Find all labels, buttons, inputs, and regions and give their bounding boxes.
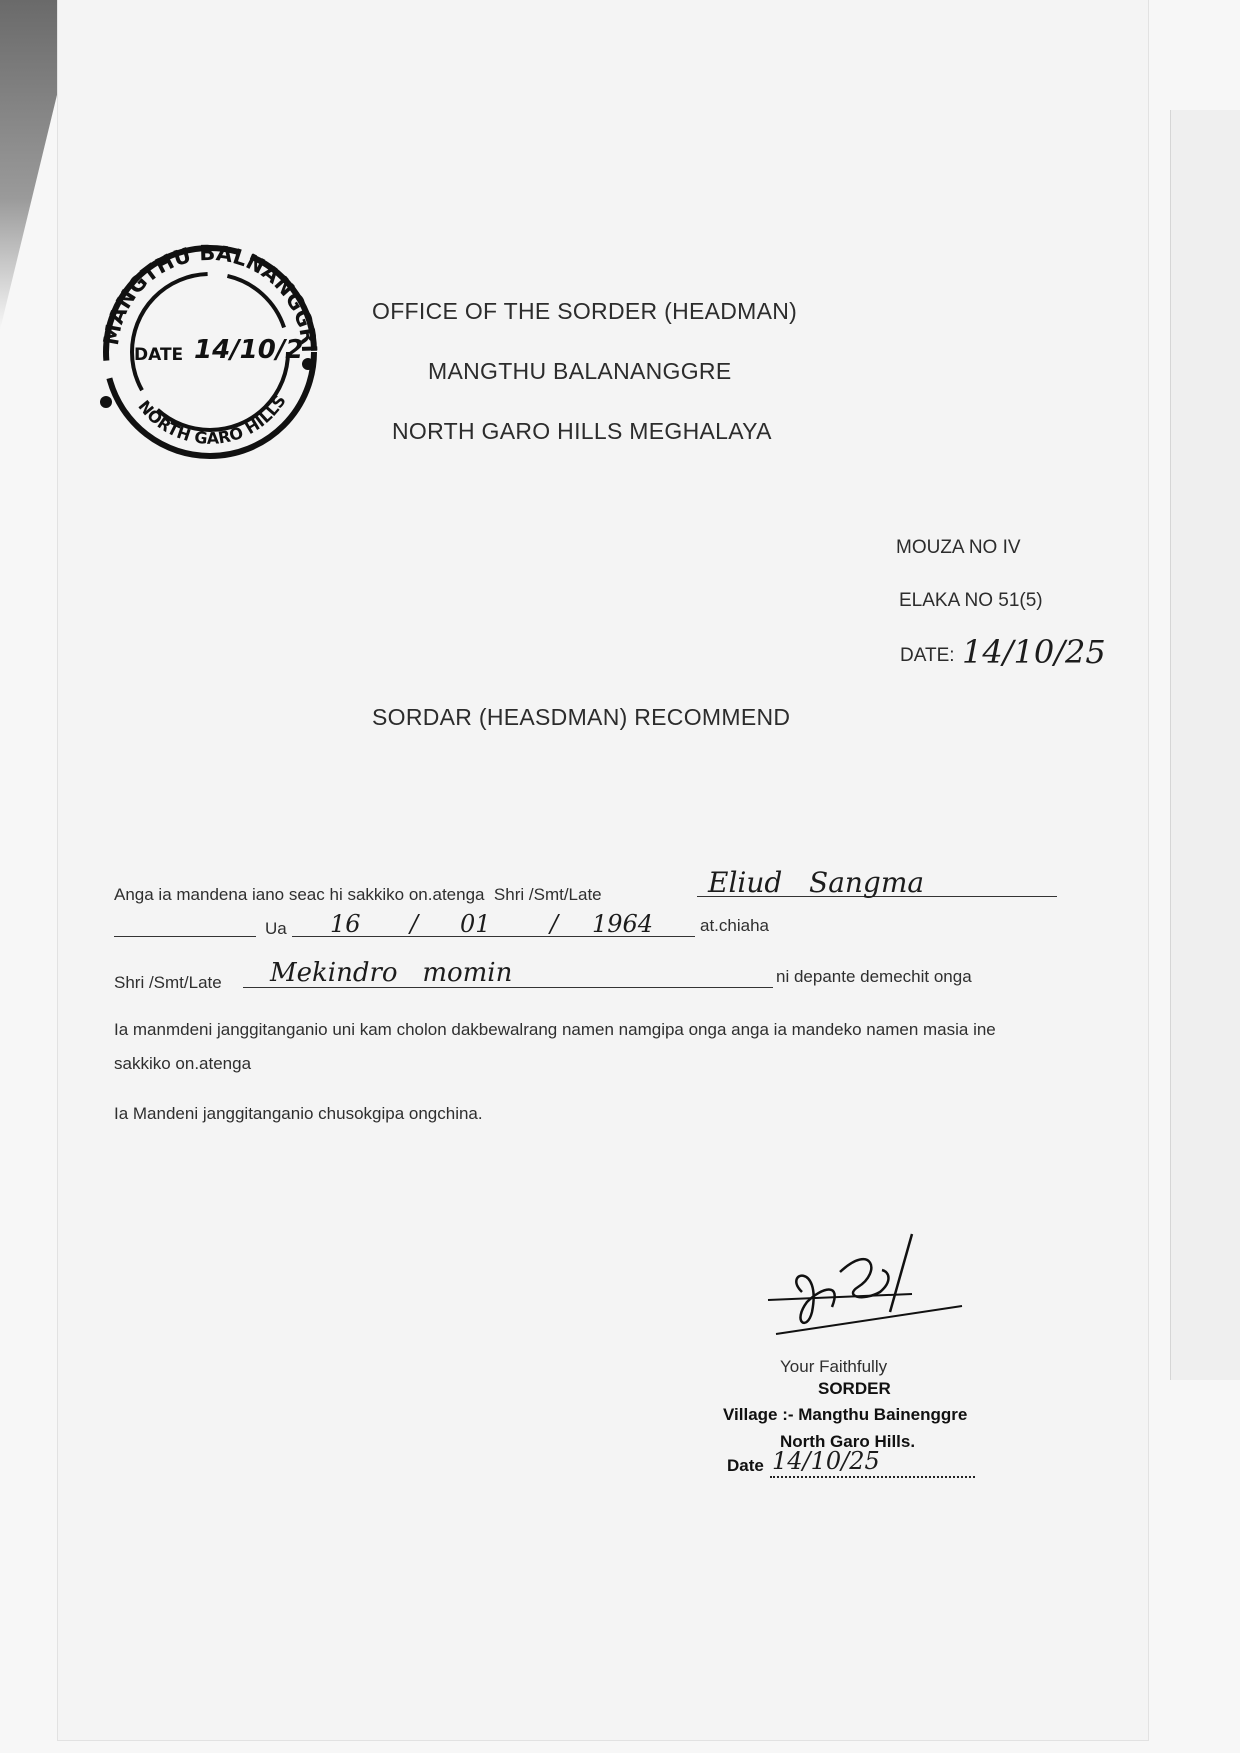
name-value: Eliud Sangma xyxy=(708,866,925,899)
form-paragraph-2: Ia Mandeni janggitanganio chusokgipa ongchina. xyxy=(114,1104,483,1123)
form-paragraph-1: Ia manmdeni janggitanganio uni kam cholon dakbewalrang namen namgipa onga anga ia mandeko namen masia ine sakkiko on.atenga xyxy=(114,1020,996,1073)
ref-date-label: DATE: xyxy=(900,645,955,666)
stamp-date-value: 14/10/2 xyxy=(194,335,304,365)
ref-date-value: 14/10/25 xyxy=(962,633,1106,671)
closing-date-value: 14/10/25 xyxy=(772,1447,880,1475)
stamp-date-label: DATE xyxy=(134,345,184,365)
form-line3-prefix: Shri /Smt/Late xyxy=(114,973,222,992)
dob-sep-2: / xyxy=(550,910,559,938)
district-name: North Garo Hills. xyxy=(780,1432,916,1451)
document-title: SORDAR (HEASDMAN) RECOMMEND xyxy=(372,704,791,730)
dob-sep-1: / xyxy=(410,910,419,938)
stamp-bottom-text: NORTH GARO HILLS xyxy=(134,391,290,448)
signature-scribble xyxy=(762,1232,972,1342)
form-line3-suffix: ni depante demechit onga xyxy=(776,967,972,986)
form-line1-prefix: Anga ia mandena iano seac hi sakkiko on.atenga Shri /Smt/Late xyxy=(114,885,602,904)
header-line-2: MANGTHU BALANANGGRE xyxy=(428,358,732,384)
stamp-top-text: MANGTHU BALNANGGRI xyxy=(98,240,322,354)
header-line-3: NORTH GARO HILLS MEGHALAYA xyxy=(392,418,772,444)
ua-blank-underline xyxy=(114,936,256,937)
parent-name-value: Mekindro momin xyxy=(270,958,513,988)
elaka-number: ELAKA NO 51(5) xyxy=(899,590,1043,611)
at-chiaha-label: at.chiaha xyxy=(700,916,769,935)
closing-date-label: Date xyxy=(727,1456,764,1475)
dob-year: 1964 xyxy=(592,910,654,938)
closing-date-underline xyxy=(770,1476,975,1478)
dob-day: 16 xyxy=(330,910,361,938)
sorder-title: SORDER xyxy=(818,1379,891,1398)
dob-month: 01 xyxy=(460,910,491,938)
mouza-number: MOUZA NO IV xyxy=(896,537,1021,558)
your-faithfully: Your Faithfully xyxy=(780,1357,888,1376)
village-name: Village :- Mangthu Bainenggre xyxy=(723,1405,968,1424)
office-stamp xyxy=(90,232,330,472)
signature xyxy=(762,1232,972,1342)
ua-label: Ua xyxy=(265,919,287,938)
stamp-graphic xyxy=(90,232,330,472)
header-line-1: OFFICE OF THE SORDER (HEADMAN) xyxy=(372,298,798,324)
underlying-page xyxy=(1170,110,1240,1380)
